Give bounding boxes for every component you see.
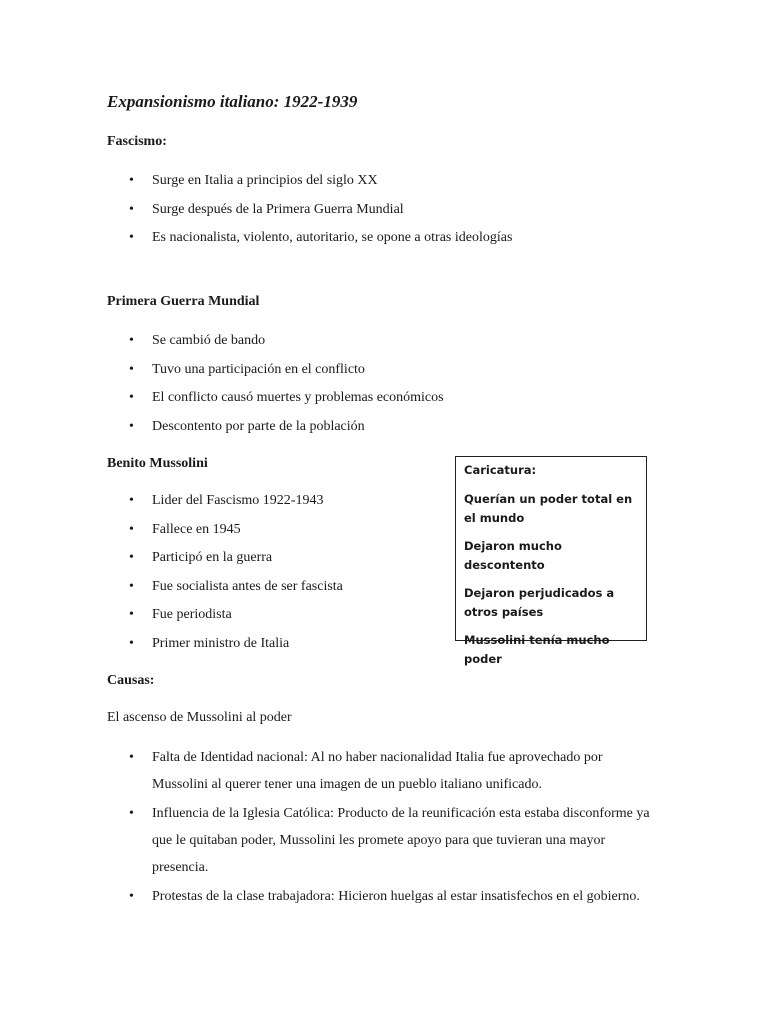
caricatura-item: Dejaron mucho descontento <box>464 539 562 572</box>
list-item: • Primer ministro de Italia <box>107 634 437 654</box>
list-item: • Surge en Italia a principios del siglo XX <box>107 171 667 191</box>
primera-guerra-list <box>107 331 667 445</box>
list-item: • Se cambió de bando <box>107 331 667 351</box>
list-item: • Lider del Fascismo 1922-1943 <box>107 491 437 511</box>
list-item: • Es nacionalista, violento, autoritario, se opone a otras ideologías <box>107 228 667 248</box>
causas-heading: Causas: <box>107 673 155 688</box>
caricatura-title: Caricatura: <box>464 463 537 477</box>
caricatura-item: Querían un poder total en el mundo <box>464 492 633 525</box>
list-item: • Falta de Identidad nacional: Al no haber nacionalidad Italia fue aprovechado por Mussolini al querer tener una imagen de un pueblo italiano unificado. <box>107 744 652 798</box>
fascismo-list <box>107 171 667 257</box>
list-item: • Surge después de la Primera Guerra Mundial <box>107 200 667 220</box>
mussolini-list <box>107 491 437 662</box>
causas-intro: El ascenso de Mussolini al poder <box>107 710 292 725</box>
list-item: • Participó en la guerra <box>107 548 437 568</box>
list-item: • Influencia de la Iglesia Católica: Producto de la reunificación esta estaba disconforme ya que le quitaban poder, Mussolini les promete apoyo para que tuvieran una mayor presencia. <box>107 800 652 881</box>
primera-guerra-heading: Primera Guerra Mundial <box>107 294 260 309</box>
fascismo-heading: Fascismo: <box>107 134 167 149</box>
caricatura-item: Mussolini tenía mucho poder <box>464 633 610 666</box>
caricatura-item: Dejaron perjudicados a otros países <box>464 586 615 619</box>
list-item: • Fue socialista antes de ser fascista <box>107 577 437 597</box>
list-item: • Fue periodista <box>107 605 437 625</box>
list-item: • El conflicto causó muertes y problemas económicos <box>107 388 667 408</box>
list-item: • Fallece en 1945 <box>107 520 437 540</box>
list-item: • Descontento por parte de la población <box>107 417 667 437</box>
mussolini-heading: Benito Mussolini <box>107 456 208 471</box>
causas-list <box>107 744 652 912</box>
document-title: Expansionismo italiano: 1922-1939 <box>107 92 358 111</box>
list-item: • Tuvo una participación en el conflicto <box>107 360 667 380</box>
list-item: • Protestas de la clase trabajadora: Hicieron huelgas al estar insatisfechos en el gobierno. <box>107 883 652 910</box>
caricatura-box <box>455 456 647 666</box>
